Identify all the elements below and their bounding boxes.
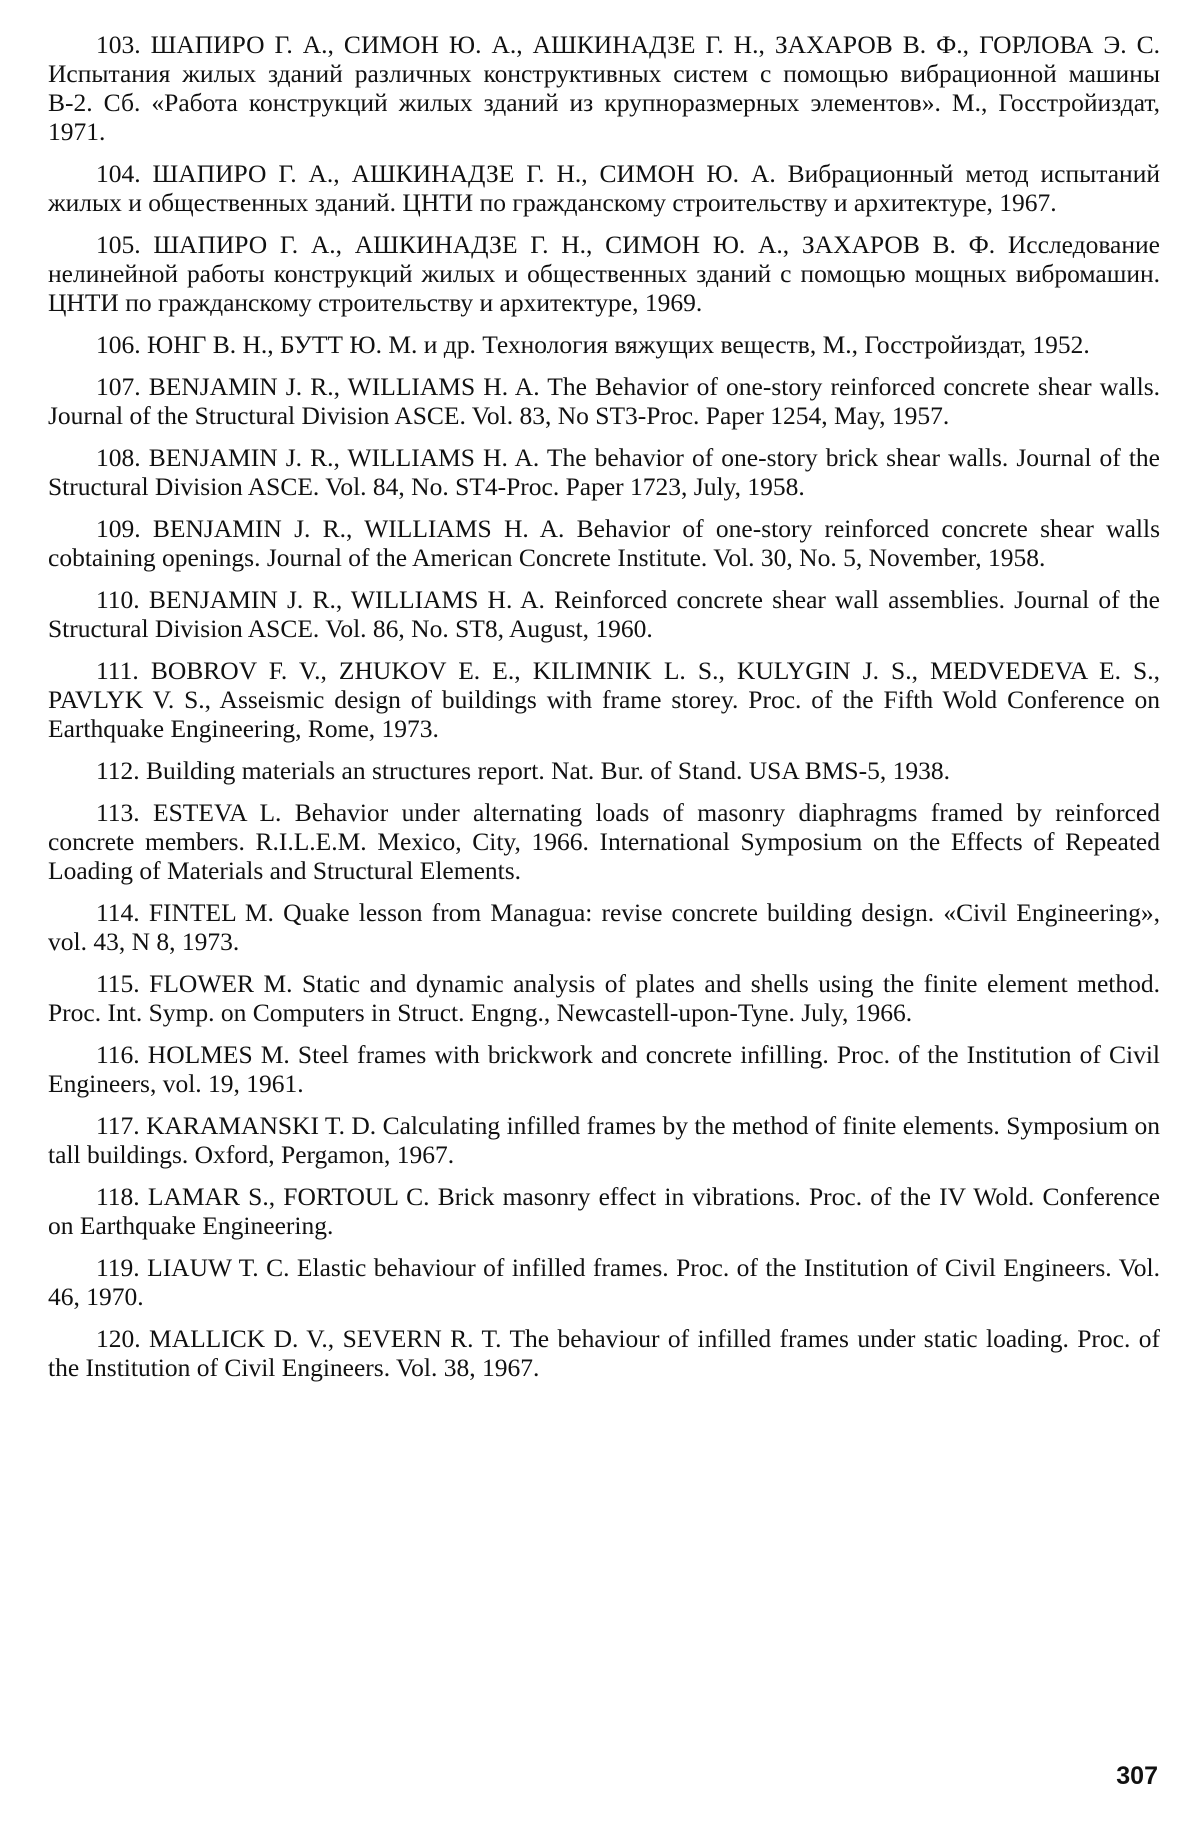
reference-109: 109. BENJAMIN J. R., WILLIAMS H. A. Behavior of one-story reinforced concrete shear walls cobtaining openings. Journal of the American Concrete Institute. Vol. 30, No. 5, November, 1958. [48, 514, 1160, 572]
reference-115: 115. FLOWER M. Static and dynamic analysis of plates and shells using the finite element method. Proc. Int. Symp. on Computers in Struct. Engng., Newcastell-upon-Tyne. July, 1966. [48, 969, 1160, 1027]
reference-114: 114. FINTEL M. Quake lesson from Managua: revise concrete building design. «Civil Engineering», vol. 43, N 8, 1973. [48, 898, 1160, 956]
bibliography-page [48, 30, 1160, 1395]
reference-110: 110. BENJAMIN J. R., WILLIAMS H. A. Reinforced concrete shear wall assemblies. Journal of the Structural Division ASCE. Vol. 86, No. ST8, August, 1960. [48, 585, 1160, 643]
page-number: 307 [1116, 1762, 1158, 1790]
reference-list [48, 30, 1160, 1382]
reference-120: 120. MALLICK D. V., SEVERN R. T. The behaviour of infilled frames under static loading. Proc. of the Institution of Civil Engineers. Vol. 38, 1967. [48, 1324, 1160, 1382]
reference-104: 104. ШАПИРО Г. А., АШКИНАДЗЕ Г. Н., СИМОН Ю. А. Вибрационный метод испытаний жилых и общественных зданий. ЦНТИ по гражданскому строительству и архитектуре, 1967. [48, 159, 1160, 217]
reference-107: 107. BENJAMIN J. R., WILLIAMS H. A. The Behavior of one-story reinforced concrete shear walls. Journal of the Structural Division ASCE. Vol. 83, No ST3-Proc. Paper 1254, May, 1957. [48, 372, 1160, 430]
reference-119: 119. LIAUW T. C. Elastic behaviour of infilled frames. Proc. of the Institution of Civil Engineers. Vol. 46, 1970. [48, 1253, 1160, 1311]
reference-105: 105. ШАПИРО Г. А., АШКИНАДЗЕ Г. Н., СИМОН Ю. А., ЗАХАРОВ В. Ф. Исследование нелинейной работы конструкций жилых и общественных зданий с помощью мощных вибромашин. ЦНТИ по гражданскому строительству и архитектуре, 1969. [48, 230, 1160, 317]
reference-108: 108. BENJAMIN J. R., WILLIAMS H. A. The behavior of one-story brick shear walls. Journal of the Structural Division ASCE. Vol. 84, No. ST4-Proc. Paper 1723, July, 1958. [48, 443, 1160, 501]
reference-116: 116. HOLMES M. Steel frames with brickwork and concrete infilling. Proc. of the Institution of Civil Engineers, vol. 19, 1961. [48, 1040, 1160, 1098]
reference-118: 118. LAMAR S., FORTOUL C. Brick masonry effect in vibrations. Proc. of the IV Wold. Conference on Earthquake Engineering. [48, 1182, 1160, 1240]
reference-106: 106. ЮНГ В. Н., БУТТ Ю. М. и др. Технология вяжущих веществ, М., Госстройиздат, 1952. [96, 330, 1090, 359]
reference-117: 117. KARAMANSKI T. D. Calculating infilled frames by the method of finite elements. Symposium on tall buildings. Oxford, Pergamon, 1967. [48, 1111, 1160, 1169]
reference-103: 103. ШАПИРО Г. А., СИМОН Ю. А., АШКИНАДЗЕ Г. Н., ЗАХАРОВ В. Ф., ГОРЛОВА Э. С. Испытания жилых зданий различных конструктивных систем с помощью вибрационной машины В-2. Сб. «Работа конструкций жилых зданий из крупноразмерных элементов». М., Госстройиздат, 1971. [48, 30, 1160, 146]
reference-111: 111. BOBROV F. V., ZHUKOV E. E., KILIMNIK L. S., KULYGIN J. S., MEDVEDEVA E. S., PAVLYK V. S., Asseismic design of buildings with frame storey. Proc. of the Fifth Wold Conference on Earthquake Engineering, Rome, 1973. [48, 656, 1160, 743]
reference-113: 113. ESTEVA L. Behavior under alternating loads of masonry diaphragms framed by reinforced concrete members. R.I.L.E.M. Mexico, City, 1966. International Symposium on the Effects of Repeated Loading of Materials and Structural Elements. [48, 798, 1160, 885]
reference-112: 112. Building materials an structures report. Nat. Bur. of Stand. USA BMS-5, 1938. [96, 756, 950, 785]
